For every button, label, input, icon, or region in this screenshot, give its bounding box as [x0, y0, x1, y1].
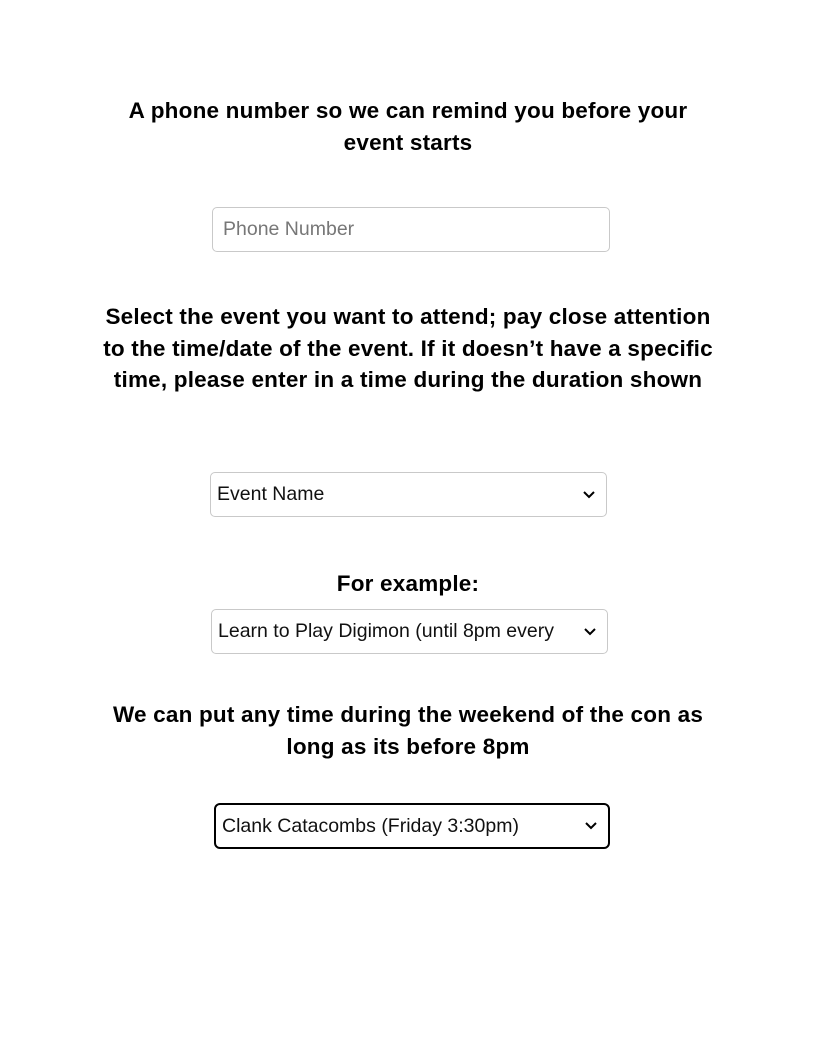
chevron-down-icon [580, 815, 602, 837]
example-event-select[interactable] [211, 609, 608, 654]
event-section-heading-text: Select the event you want to attend; pay close attention to the time/date of the event. If it doesn’t have a specific time, please enter in a time during the duration shown [103, 304, 713, 392]
weekend-section-heading-text: We can put any time during the weekend of the con as long as its before 8pm [112, 702, 704, 759]
event-name-select[interactable] [210, 472, 607, 517]
chevron-down-icon [578, 484, 600, 506]
example-event-select-value: Learn to Play Digimon (until 8pm every [218, 620, 554, 642]
phone-section-heading [0, 95, 816, 158]
chevron-down-icon [579, 621, 601, 643]
phone-number-input[interactable] [212, 207, 610, 252]
weekend-event-select[interactable] [214, 803, 610, 849]
event-name-select-value: Event Name [217, 483, 325, 505]
phone-section-heading-text: A phone number so we can remind you before your event starts [128, 98, 688, 155]
event-section-heading [0, 301, 816, 396]
weekend-event-select-value: Clank Catacombs (Friday 3:30pm) [222, 814, 519, 837]
weekend-section-heading [0, 699, 816, 762]
example-heading: For example: [336, 571, 480, 596]
phone-number-placeholder: Phone Number [223, 218, 355, 240]
